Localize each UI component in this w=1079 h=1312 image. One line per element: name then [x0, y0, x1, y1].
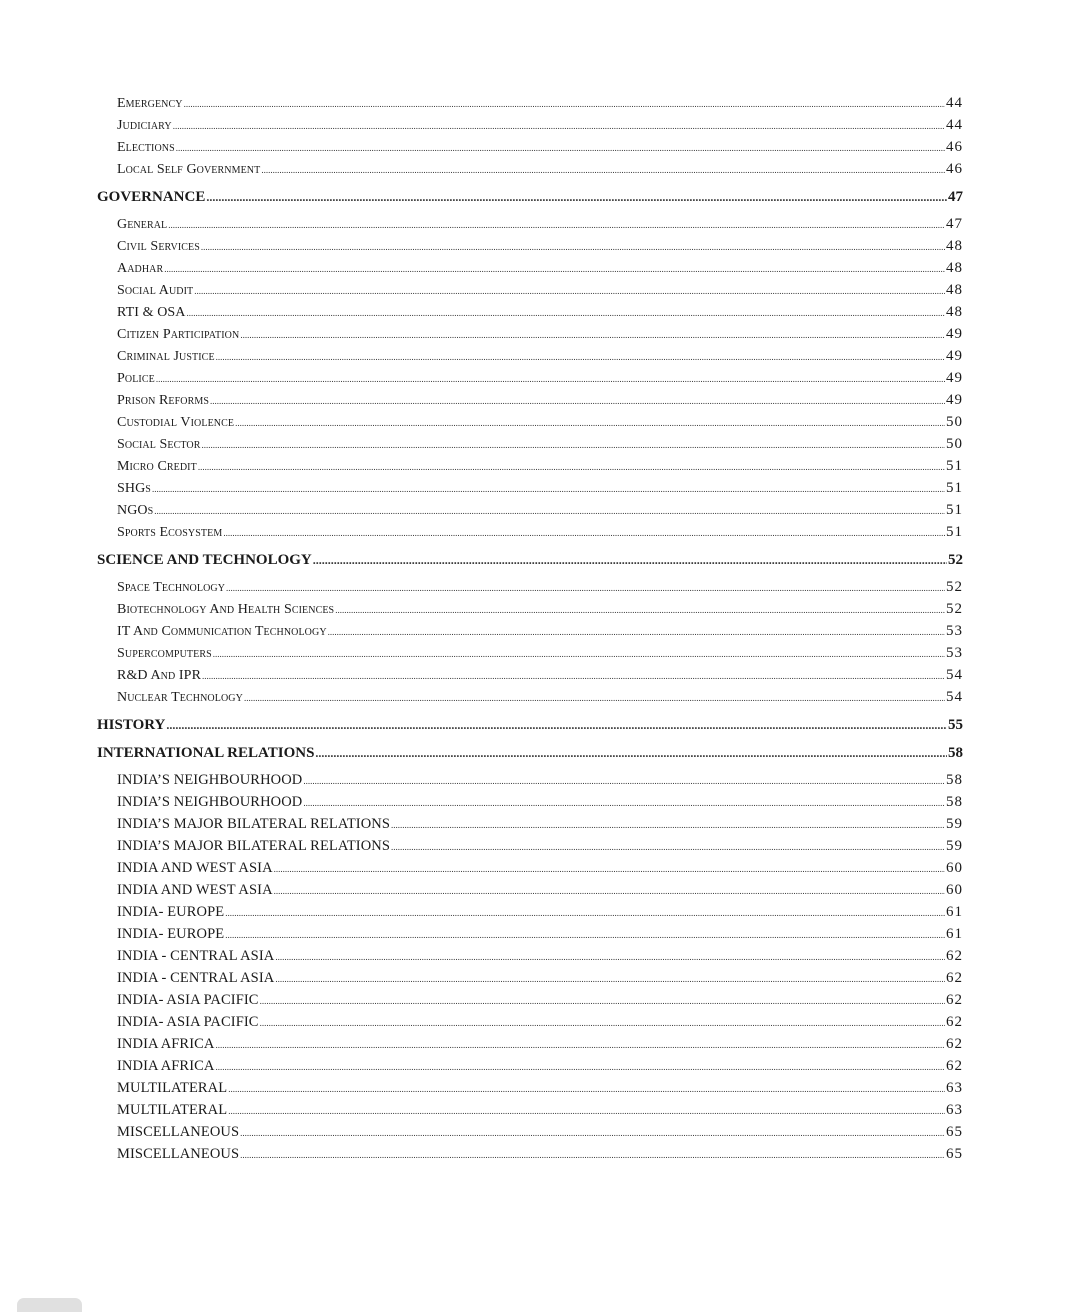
entry-title: Aadhar	[117, 261, 164, 276]
entry-title: Biotechnology And Health Sciences	[117, 602, 335, 617]
toc-entry[interactable]	[97, 642, 963, 664]
entry-title: MISCELLANEOUS	[117, 1124, 240, 1140]
chapter-page-number: 55	[948, 717, 963, 733]
entry-title: Social Sector	[117, 437, 201, 452]
entry-page-number: 62	[946, 1058, 963, 1074]
toc-entry[interactable]	[97, 367, 963, 389]
toc-entry[interactable]	[97, 1077, 963, 1099]
dot-leader	[303, 792, 945, 814]
entry-title: Citizen Participation	[117, 327, 240, 342]
toc-chapter-governance[interactable]	[97, 186, 963, 208]
dot-leader	[244, 687, 945, 709]
entry-page-number: 49	[946, 370, 963, 386]
entry-page-number: 62	[946, 948, 963, 964]
toc-entry[interactable]	[97, 576, 963, 598]
entry-page-number: 65	[946, 1146, 963, 1162]
dot-leader	[187, 302, 945, 324]
entry-page-number: 49	[946, 348, 963, 364]
entry-page-number: 49	[946, 392, 963, 408]
toc-entry[interactable]	[97, 411, 963, 433]
entry-title: INDIA’S MAJOR BILATERAL RELATIONS	[117, 838, 391, 854]
dot-leader	[260, 1012, 945, 1034]
toc-entry[interactable]	[97, 477, 963, 499]
chapter-page-number: 52	[948, 552, 963, 568]
entry-title: Police	[117, 371, 155, 386]
dot-leader	[202, 434, 945, 456]
entry-title: Space Technology	[117, 580, 226, 595]
chapter-title: SCIENCE AND TECHNOLOGY	[97, 552, 312, 568]
dot-leader	[194, 280, 945, 302]
toc-entry[interactable]	[97, 433, 963, 455]
dot-leader	[303, 770, 945, 792]
toc-entry[interactable]	[97, 1033, 963, 1055]
dot-leader	[184, 93, 945, 115]
toc-entry[interactable]	[97, 769, 963, 791]
entry-page-number: 62	[946, 1036, 963, 1052]
toc-entry[interactable]	[97, 455, 963, 477]
toc-entry[interactable]	[97, 664, 963, 686]
entry-page-number: 59	[946, 838, 963, 854]
dot-leader	[154, 500, 945, 522]
entry-title: MULTILATERAL	[117, 1102, 228, 1118]
entry-title: Nuclear Technology	[117, 690, 243, 705]
dot-leader	[176, 137, 945, 159]
chapter-title: HISTORY	[97, 717, 166, 733]
toc-entry[interactable]	[97, 923, 963, 945]
entry-title: Civil Services	[117, 239, 200, 254]
entry-page-number: 58	[946, 794, 963, 810]
entry-title: Custodial Violence	[117, 415, 235, 430]
entry-page-number: 53	[946, 623, 963, 639]
entry-title: Micro Credit	[117, 459, 197, 474]
dot-leader	[274, 858, 945, 880]
entry-title: IT And Communication Technology	[117, 624, 327, 639]
entry-title: Emergency	[117, 96, 183, 111]
dot-leader	[215, 1056, 945, 1078]
dot-leader	[201, 236, 945, 258]
dot-leader	[391, 836, 945, 858]
entry-title: INDIA AND WEST ASIA	[117, 882, 273, 898]
dot-leader	[202, 665, 945, 687]
entry-page-number: 62	[946, 970, 963, 986]
entry-page-number: 52	[946, 601, 963, 617]
toc-entry[interactable]	[97, 791, 963, 813]
toc-chapter-science-and-technology[interactable]	[97, 549, 963, 571]
entry-page-number: 46	[946, 139, 963, 155]
entry-page-number: 50	[946, 414, 963, 430]
dot-leader	[225, 902, 945, 924]
toc-entry[interactable]	[97, 158, 963, 180]
entry-title: INDIA’S NEIGHBOURHOOD	[117, 772, 303, 788]
dot-leader	[168, 214, 945, 236]
dot-leader	[328, 621, 945, 643]
dot-leader	[156, 368, 945, 390]
toc-entry[interactable]	[97, 1121, 963, 1143]
dot-leader	[164, 258, 945, 280]
entry-page-number: 44	[946, 95, 963, 111]
toc-international-items	[97, 769, 963, 1165]
entry-page-number: 49	[946, 326, 963, 342]
toc-pre-section	[97, 92, 963, 180]
toc-governance-items	[97, 213, 963, 543]
chapter-page-number: 47	[948, 189, 963, 205]
toc-entry[interactable]	[97, 213, 963, 235]
entry-title: INDIA AFRICA	[117, 1058, 215, 1074]
dot-leader	[226, 577, 945, 599]
entry-title: INDIA- ASIA PACIFIC	[117, 1014, 259, 1030]
entry-page-number: 60	[946, 882, 963, 898]
dot-leader	[228, 1078, 945, 1100]
entry-page-number: 62	[946, 992, 963, 1008]
toc-entry[interactable]	[97, 598, 963, 620]
dot-leader	[313, 549, 947, 571]
toc-entry[interactable]	[97, 879, 963, 901]
table-of-contents	[97, 92, 963, 1165]
dot-leader	[225, 924, 945, 946]
toc-entry[interactable]	[97, 499, 963, 521]
entry-title: INDIA’S MAJOR BILATERAL RELATIONS	[117, 816, 391, 832]
entry-page-number: 54	[946, 689, 963, 705]
dot-leader	[275, 968, 945, 990]
entry-page-number: 63	[946, 1080, 963, 1096]
entry-title: Social Audit	[117, 283, 194, 298]
dot-leader	[261, 159, 945, 181]
toc-entry[interactable]	[97, 967, 963, 989]
entry-page-number: 47	[946, 216, 963, 232]
toc-entry[interactable]	[97, 136, 963, 158]
chapter-title: GOVERNANCE	[97, 189, 206, 205]
toc-entry[interactable]	[97, 857, 963, 879]
entry-page-number: 54	[946, 667, 963, 683]
toc-entry[interactable]	[97, 989, 963, 1011]
toc-entry[interactable]	[97, 235, 963, 257]
dot-leader	[206, 186, 947, 208]
entry-page-number: 50	[946, 436, 963, 452]
toc-entry[interactable]	[97, 620, 963, 642]
dot-leader	[215, 1034, 945, 1056]
toc-entry[interactable]	[97, 813, 963, 835]
entry-page-number: 62	[946, 1014, 963, 1030]
toc-entry[interactable]	[97, 301, 963, 323]
dot-leader	[240, 1122, 945, 1144]
dot-leader	[173, 115, 945, 137]
entry-title: R&D And IPR	[117, 668, 202, 683]
entry-title: INDIA- EUROPE	[117, 926, 225, 942]
dot-leader	[315, 742, 947, 764]
entry-title: MULTILATERAL	[117, 1080, 228, 1096]
dot-leader	[152, 478, 945, 500]
toc-entry[interactable]	[97, 901, 963, 923]
toc-science-items	[97, 576, 963, 708]
entry-title: INDIA- EUROPE	[117, 904, 225, 920]
entry-page-number: 52	[946, 579, 963, 595]
entry-page-number: 61	[946, 926, 963, 942]
toc-chapter-international-relations[interactable]	[97, 742, 963, 764]
dot-leader	[228, 1100, 945, 1122]
toc-entry[interactable]	[97, 1099, 963, 1121]
toc-entry[interactable]	[97, 1143, 963, 1165]
toc-entry[interactable]	[97, 345, 963, 367]
dot-leader	[335, 599, 945, 621]
chapter-title: INTERNATIONAL RELATIONS	[97, 745, 315, 761]
entry-title: Supercomputers	[117, 646, 212, 661]
toc-entry[interactable]	[97, 521, 963, 543]
entry-title: NGOs	[117, 503, 154, 518]
dot-leader	[216, 346, 945, 368]
dot-leader	[260, 990, 945, 1012]
entry-title: RTI & OSA	[117, 305, 186, 320]
entry-title: INDIA AND WEST ASIA	[117, 860, 273, 876]
entry-title: MISCELLANEOUS	[117, 1146, 240, 1162]
entry-title: Judiciary	[117, 118, 172, 133]
page-tab-handle[interactable]	[17, 1298, 82, 1312]
entry-page-number: 51	[946, 458, 963, 474]
dot-leader	[198, 456, 945, 478]
entry-page-number: 61	[946, 904, 963, 920]
entry-title: Elections	[117, 140, 175, 155]
toc-entry[interactable]	[97, 1011, 963, 1033]
dot-leader	[391, 814, 945, 836]
toc-entry[interactable]	[97, 835, 963, 857]
dot-leader	[213, 643, 945, 665]
entry-title: Sports Ecosystem	[117, 525, 223, 540]
entry-title: INDIA - CENTRAL ASIA	[117, 948, 275, 964]
dot-leader	[210, 390, 945, 412]
entry-title: INDIA AFRICA	[117, 1036, 215, 1052]
entry-title: SHGs	[117, 481, 151, 496]
toc-entry[interactable]	[97, 945, 963, 967]
toc-entry[interactable]	[97, 389, 963, 411]
entry-page-number: 51	[946, 480, 963, 496]
entry-page-number: 46	[946, 161, 963, 177]
entry-page-number: 51	[946, 524, 963, 540]
entry-page-number: 53	[946, 645, 963, 661]
entry-page-number: 65	[946, 1124, 963, 1140]
toc-entry[interactable]	[97, 92, 963, 114]
entry-page-number: 58	[946, 772, 963, 788]
dot-leader	[235, 412, 945, 434]
dot-leader	[274, 880, 945, 902]
dot-leader	[223, 522, 945, 544]
entry-page-number: 48	[946, 238, 963, 254]
toc-entry[interactable]	[97, 323, 963, 345]
toc-entry[interactable]	[97, 257, 963, 279]
toc-entry[interactable]	[97, 114, 963, 136]
entry-page-number: 48	[946, 304, 963, 320]
dot-leader	[240, 1144, 945, 1166]
toc-entry[interactable]	[97, 1055, 963, 1077]
entry-page-number: 48	[946, 282, 963, 298]
dot-leader	[166, 714, 947, 736]
entry-title: General	[117, 217, 168, 232]
entry-page-number: 51	[946, 502, 963, 518]
dot-leader	[240, 324, 945, 346]
entry-title: Local Self Government	[117, 162, 261, 177]
toc-chapter-history[interactable]	[97, 714, 963, 736]
entry-title: INDIA- ASIA PACIFIC	[117, 992, 259, 1008]
chapter-page-number: 58	[948, 745, 963, 761]
entry-page-number: 48	[946, 260, 963, 276]
entry-title: Criminal Justice	[117, 349, 215, 364]
dot-leader	[275, 946, 945, 968]
entry-title: Prison Reforms	[117, 393, 210, 408]
entry-page-number: 60	[946, 860, 963, 876]
entry-page-number: 59	[946, 816, 963, 832]
entry-page-number: 44	[946, 117, 963, 133]
entry-title: INDIA’S NEIGHBOURHOOD	[117, 794, 303, 810]
toc-entry[interactable]	[97, 279, 963, 301]
entry-page-number: 63	[946, 1102, 963, 1118]
toc-entry[interactable]	[97, 686, 963, 708]
entry-title: INDIA - CENTRAL ASIA	[117, 970, 275, 986]
